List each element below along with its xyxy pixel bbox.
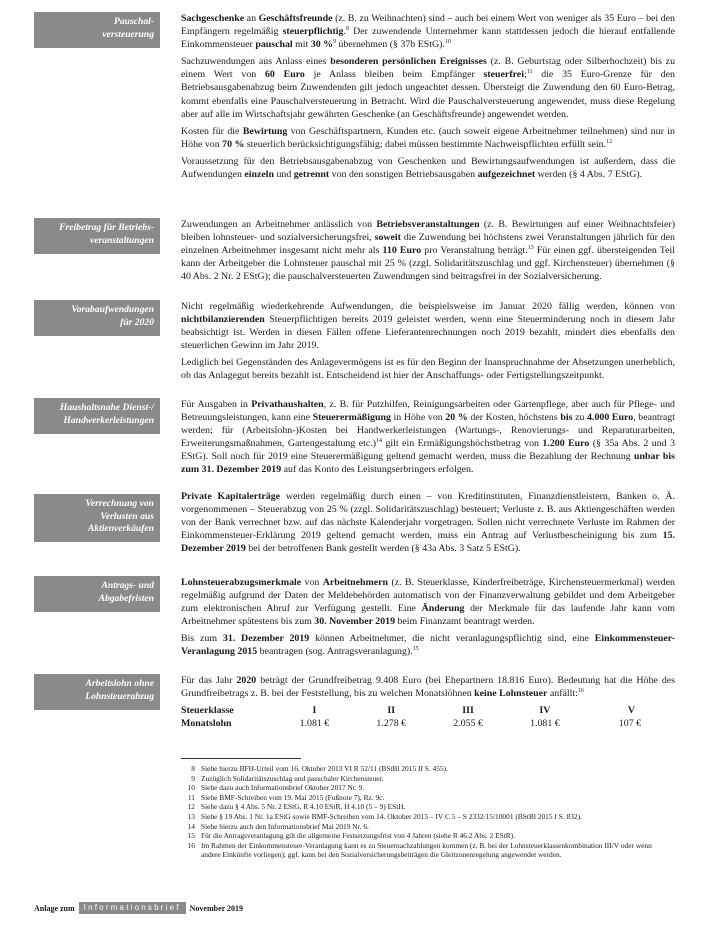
table-cell: 2.055 € [453,718,483,730]
footnote [181,783,671,793]
footnote [181,774,671,784]
footnote-number: 12 [187,802,195,812]
table-column-header: V [627,705,635,717]
footnote-text: Siehe dazu § 4 Abs. 5 Nr. 2 EStG, R 4.10 EStR, H 4.10 (5 – 9) EStH. [201,802,406,812]
footnote-number: 14 [187,821,195,831]
footnote [181,812,671,822]
table-row [181,717,641,730]
footnote-number: 11 [187,792,195,802]
table-column-header: IV [539,705,551,717]
table-column-header: III [462,705,474,717]
footnote-text: Siehe hierzu auch den Informationsbrief Mai 2019 Nr. 6. [201,821,369,831]
section-haushaltsnahe [181,398,675,477]
footnote-text: Für die Antragsveranlagung gilt die allgemeine Festsetzungsfrist von 4 Jahren (siehe R 46.2 Abs. 2 EStR). [201,831,516,841]
table-cell: 1.081 € [299,718,330,730]
footnote-text: Zuzüglich Solidaritätszuschlag und pauschaler Kirchensteuer. [201,773,384,783]
table-cell: 1.278 € [376,718,407,730]
footnote-number: 9 [191,773,195,783]
table-row-label: Monatslohn [181,718,232,730]
section-verlustverrechnung [181,490,675,555]
section-pauschalversteuerung [181,12,675,181]
footnote-text: Siehe hierzu BFH-Urteil vom 16. Oktober 2013 VI R 52/11 (BStBl 2015 II S. 455). [201,764,448,773]
section-label-haushaltsnahe: Haushaltsnahe Dienst-/ Handwerkerleistungen [34,398,160,434]
footnote-number: 8 [191,764,195,773]
footnote-number: 15 [187,831,195,841]
lohnsteuer-table [181,704,641,730]
footnote [181,802,671,812]
section-label-vorabaufwendungen: Vorabaufwendungen für 2020 [34,300,160,336]
paragraph: Sachgeschenke an Geschäftsfreunde (z. B. zu Weihnachten) sind – auch bei einem Wert von weniger als 35 Euro – bei den Empfängern regelmäßig steuerpflichtig.$^8$ Der zuwendende Unternehmer kann stattdessen jedoch die hierauf entfallende Einkommensteuer pauschal mit 30 %$^9$ übernehmen (§ 37b EStG).$^{10}$ [181,13,675,51]
paragraph: Für das Jahr 2020 beträgt der Grundfreibetrag 9.408 Euro (bei Ehepartnern 18.816 Euro). Bedeutung hat die Höhe des Grundfreibetrags z. B. bei der Feststellung, bis zu welchen Monatslöhnen keine Lohnsteuer anfällt:$^{16}$ [181,675,675,700]
footer-date: November 2019 [189,903,244,913]
table-column-header: I [312,705,317,717]
paragraph: Zuwendungen an Arbeitnehmer anlässlich von Betriebsveranstaltungen (z. B. Bewirtungen auf einer Weihnachtsfeier) bleiben lohnsteuer- und sozialversicherungsfrei, soweit die Zuwendung bei höchstens zwei Veranstaltungen jährlich für den einzelnen Arbeitnehmer insgesamt nicht mehr als 110 Euro pro Veranstaltung beträgt.$^{13}$ Für einen ggf. übersteigenden Teil kann der Arbeitgeber die Lohnsteuer pauschal mit 25 % (zzgl. Solidaritätszuschlag und ggf. Kirchensteuer) übernehmen (§ 40 Abs. 2 Nr. 2 EStG); die pauschalversteuerten Zuwendungen sind beitragsfrei in der Sozialversicherung. [181,219,676,283]
footer-brand-box: Informationsbrief [79,902,186,914]
footnote [181,822,671,832]
footnote-text: Siehe BMF-Schreiben vom 19. Mai 2015 (Fußnote 7), Rz. 9c. [201,792,385,802]
table-column-header: II [387,705,396,717]
section-betriebsveranstaltungen [181,218,675,283]
footnote-text: Siehe dazu auch Informationsbrief Oktober 2017 Nr. 9. [201,783,365,793]
paragraph: Kosten für die Bewirtung von Geschäftspartnern, Kunden etc. (auch soweit eigene Arbeitnehmer teilnehmen) sind nur in Höhe von 70 % steuerlich berücksichtigungsfähig; dabei müssen bestimmte Nachweispflichten erfüllt sein.$^{12}$ [181,125,675,150]
footnote-text: Im Rahmen der Einkommensteuer-Veranlagung kann es zu Steuernachzahlungen kommen (z. B. bei der Lohnsteuerklassenkombination III/V oder wenn andere Einkünfte vorliegen); ggf. kann bei den Sozialversicherungsbeiträgen die Gleitzonenregelung angewendet werden. [201,840,652,860]
footnote-number: 13 [187,811,195,821]
section-label-betriebsveranstaltungen: Freibetrag für Betriebs- veranstaltungen [34,218,160,254]
footnote [181,793,671,803]
footnote-text: Siehe § 19 Abs. 1 Nr. 1a EStG sowie BMF-Schreiben vom 14. Oktober 2015 – IV C 5 – S 2332/15/10001 (BStBl 2015 I S. 832). [201,811,582,821]
paragraph: Bis zum 31. Dezember 2019 können Arbeitnehmer, die nicht veranlagungspflichtig sind, eine Einkommensteuer-Veranlagung 2015 beantragen (sog. Antragsveranlagung).$^{15}$ [181,633,676,658]
footnote-divider [181,758,301,759]
section-label-verlustverrechnung: Verrechnung von Verlusten aus Aktienverkäufen [34,494,160,542]
section-vorabaufwendungen [181,300,675,383]
footnote [181,841,671,860]
section-fristen [181,576,675,659]
paragraph: Voraussetzung für den Betriebsausgabenabzug von Geschenken und Bewirtungsaufwendungen ist außerdem, dass die Aufwendungen einzeln und getrennt von den sonstigen Betriebsausgaben aufgezeichnet werden (§ 4 Abs. 7 EStG). [181,155,675,181]
table-cell: 1.081 € [530,718,560,730]
footnote [181,764,671,774]
footnotes [181,764,671,860]
table-header-label: Steuerklasse [181,705,234,717]
table-header-row [181,704,641,717]
section-label-fristen: Antrags- und Abgabefristen [34,576,160,612]
section-label-pauschalversteuerung: Pauschal- versteuerung [34,12,160,48]
section-arbeitslohn [181,674,675,730]
paragraph: Lohnsteuerabzugsmerkmale von Arbeitnehmern (z. B. Steuerklasse, Kinderfreibeträge, Kirchensteuermerkmal) werden regelmäßig aufgrund der Daten der Meldebehörden automatisch von der Finanzverwaltung gebildet und dem Arbeitgeber zum elektronischen Abruf zur Verfügung gestellt. Eine Änderung der Merkmale für das laufende Jahr kann vom Arbeitnehmer spätestens bis zum 30. November 2019 beim Finanzamt beantragt werden. [181,577,675,628]
footnote-number: 16 [187,840,195,850]
footnote [181,831,671,841]
footer-left-text: Anlage zum [34,903,75,913]
footnote-number: 10 [187,783,195,793]
page-footer [34,902,243,914]
paragraph: Für Ausgaben in Privathaushalten, z. B. für Putzhilfen, Reinigungsarbeiten oder Gartenpflege, aber auch für Pflege- und Betreuungsleistungen, kann eine Steuerermäßigung in Höhe von 20 % der Kosten, höchstens bis zu 4.000 Euro, beantragt werden; für (Arbeitslohn-)Kosten bei Handwerkerleistungen (Wartungs-, Renovierungs- und Reparaturarbeiten, Erweiterungsmaßnahmen, Gartengestaltung etc.)$^{14}$ gilt ein Ermäßigungshöchstbetrag von 1.200 Euro (§ 35a Abs. 2 und 3 EStG). Soll noch für 2019 eine Steuerermäßigung geltend gemacht werden, muss die Bezahlung der Rechnung unbar bis zum 31. Dezember 2019 auf das Konto des Leistungserbringers erfolgen. [181,399,676,476]
section-label-arbeitslohn: Arbeitslohn ohne Lohnsteuerabzug [34,674,160,710]
paragraph: Lediglich bei Gegenständen des Anlagevermögens ist es für den Beginn der Inanspruchnahme der Absetzungen unerheblich, ob das Anlagegut bereits bezahlt ist. Entscheidend ist hier der Anschaffungs- oder Fertigstellungszeitpunkt. [181,357,675,382]
paragraph: Nicht regelmäßig wiederkehrende Aufwendungen, die beispielsweise im Januar 2020 fällig werden, können von nichtbilanzierenden Steuerpflichtigen bereits 2019 geleistet werden, wenn eine Steuerminderung noch in diesem Jahr beabsichtigt ist. Werden in diesen Fällen offene Lieferantenrechnungen noch 2019 bezahlt, mindert dies ebenfalls den steuerlichen Gewinn im Jahr 2019. [181,301,675,352]
paragraph: Sachzuwendungen aus Anlass eines besonderen persönlichen Ereignisses (z. B. Geburtstag oder Silberhochzeit) bis zu einem Wert von 60 Euro je Anlass bleiben beim Empfänger steuerfrei;$^{11}$ die 35 Euro-Grenze für den Betriebsausgabenabzug beim Zuwendenden gilt jedoch ungeachtet dessen. Übersteigt die Zuwendung den 60 Euro-Betrag, kommt ebenfalls eine Pauschalversteuerung in Betracht. Wird die Pauschalversteuerung angewendet, muss diese Regelung aber auf alle im Wirtschaftsjahr gewährten Geschenke (an Geschäftsfreunde) angewendet werden. [181,56,676,120]
table-cell: 107 € [618,718,641,730]
paragraph: Private Kapitalerträge werden regelmäßig durch einen – von Kreditinstituten, Finanzdienstleistern, Banken o. Ä. vorgenommenen – Steuerabzug von 25 % (zzgl. Solidaritätszuschlag) besteuert; Verluste z. B. aus Aktiengeschäften werden von der Bank verrechnet bzw. auf das nächste Kalenderjahr vorgetragen. Sollen nicht verrechnete Verluste im Rahmen der Einkommensteuer-Erklärung 2019 geltend gemacht werden, muss ein Antrag auf Verlustbescheinigung bis zum 15. Dezember 2019 bei der betroffenen Bank gestellt werden (§ 43a Abs. 3 Satz 5 EStG). [181,491,675,555]
